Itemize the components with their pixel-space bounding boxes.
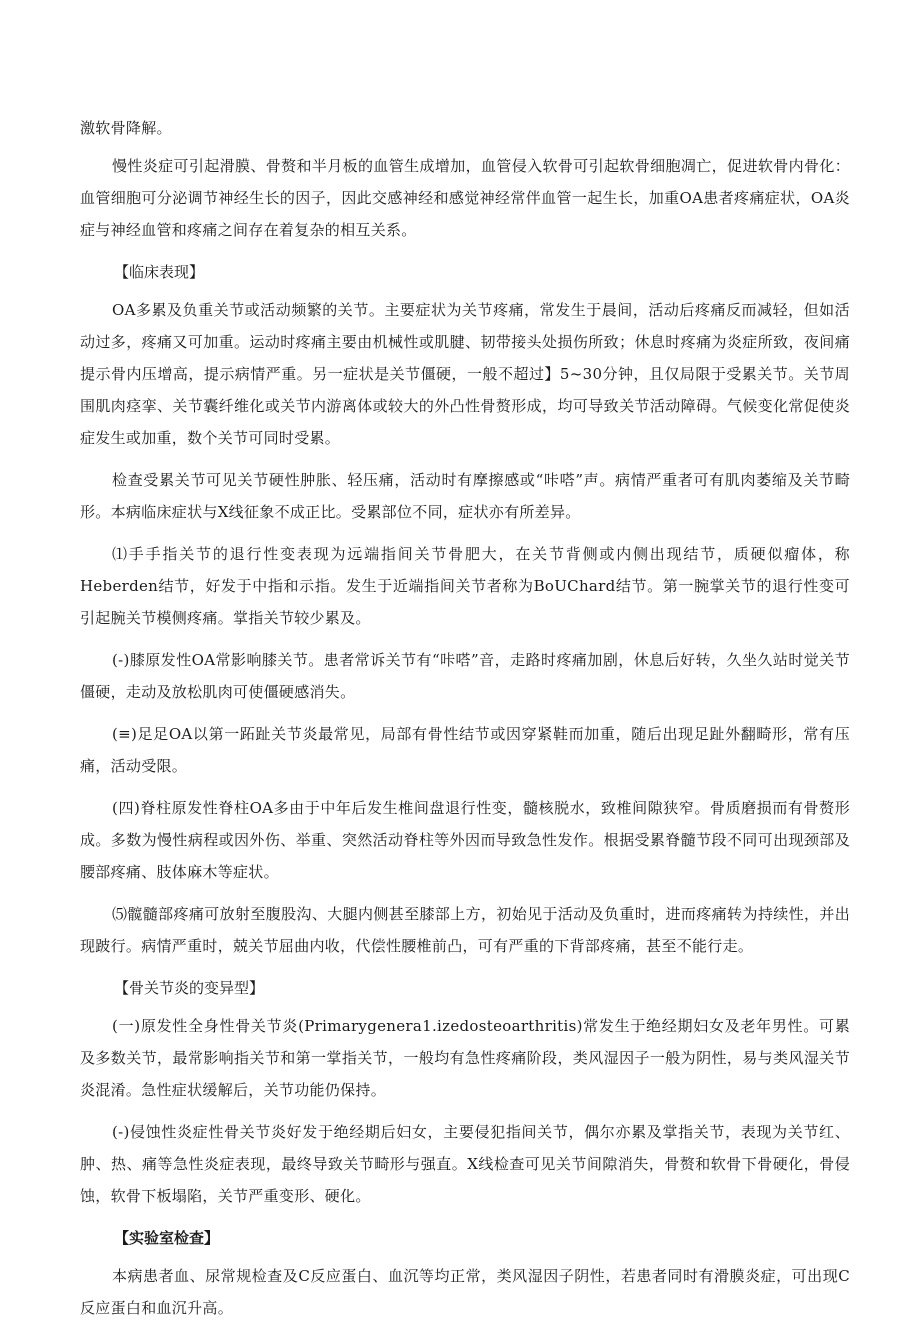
paragraph-foot: (≡)足足OA以第一跖趾关节炎最常见，局部有骨性结节或因穿紧鞋而加重，随后出现足趾外翻畸形，常有压痛，活动受限。 bbox=[80, 725, 850, 775]
paragraph-examination: 检查受累关节可见关节硬性肿胀、轻压痛，活动时有摩擦感或“咔嗒”声。病情严重者可有肌肉萎缩及关节畸形。本病临床症状与X线征象不成正比。受累部位不同，症状亦有所差异。 bbox=[80, 471, 850, 521]
paragraph-hip: ⑸髋髓部疼痛可放射至腹股沟、大腿内侧甚至膝部上方，初始见于活动及负重时，进而疼痛转为持续性，并出现跛行。病情严重时，兢关节屈曲内收，代偿性腰椎前凸，可有严重的下背部疼痛，甚至不能行走。 bbox=[80, 905, 850, 955]
paragraph-lab-results: 本病患者血、尿常规检查及C反应蛋白、血沉等均正常，类风湿因子阴性，若患者同时有滑膜炎症，可出现C反应蛋白和血沉升高。 bbox=[80, 1267, 850, 1317]
section-heading-variants: 【骨关节炎的变异型】 bbox=[114, 979, 265, 997]
paragraph-generalized-oa: (一)原发性全身性骨关节炎(Primarygenera1.izedosteoarthritis)常发生于绝经期妇女及老年男性。可累及多数关节，最常影响指关节和第一掌指关节，一般均有急性疼痛阶段，类风湿因子一般为阴性，易与类风湿关节炎混淆。急性症状缓解后，关节功能仍保持。 bbox=[80, 1017, 850, 1099]
paragraph-knee: (-)膝原发性OA常影响膝关节。患者常诉关节有“咔嗒”音，走路时疼痛加剧，休息后好转，久坐久站时觉关节僵硬，走动及放松肌肉可使僵硬感消失。 bbox=[80, 651, 850, 701]
paragraph-erosive-oa: (-)侵蚀性炎症性骨关节炎好发于绝经期后妇女，主要侵犯指间关节，偶尔亦累及掌指关节，表现为关节红、肿、热、痛等急性炎症表现，最终导致关节畸形与强直。X线检查可见关节间隙消失，骨赘和软骨下骨硬化，骨侵蚀，软骨下板塌陷，关节严重变形、硬化。 bbox=[80, 1123, 850, 1205]
paragraph-chronic-inflammation: 慢性炎症可引起滑膜、骨赘和半月板的血管生成增加，血管侵入软骨可引起软骨细胞凋亡，促进软骨内骨化：血管细胞可分泌调节神经生长的因子，因此交感神经和感觉神经常伴血管一起生长，加重OA患者疼痛症状，OA炎症与神经血管和疼痛之间存在着复杂的相互关系。 bbox=[80, 157, 850, 239]
paragraph-main-symptoms: OA多累及负重关节或活动频繁的关节。主要症状为关节疼痛，常发生于晨间，活动后疼痛反而减轻，但如活动过多，疼痛又可加重。运动时疼痛主要由机械性或肌腱、韧带接头处损伤所致；休息时疼痛为炎症所致，夜间痛提示骨内压增高，提示病情严重。另一症状是关节僵硬，一般不超过】5~30分钟，且仅局限于受累关节。关节周围肌肉痉挛、关节囊纤维化或关节内游离体或较大的外凸性骨赘形成，均可导致关节活动障碍。气候变化常促使炎症发生或加重，数个关节可同时受累。 bbox=[80, 301, 850, 447]
paragraph-cartilage-degradation: 激软骨降解。 bbox=[80, 119, 172, 137]
paragraph-spine: (四)脊柱原发性脊柱OA多由于中年后发生椎间盘退行性变，髓核脱水，致椎间隙狭窄。骨质磨损而有骨赘形成。多数为慢性病程或因外伤、举重、突然活动脊柱等外因而导致急性发作。根据受累脊髓节段不同可出现颈部及腰部疼痛、肢体麻木等症状。 bbox=[80, 799, 850, 881]
document-body bbox=[80, 112, 850, 1334]
section-heading-clinical: 【临床表现】 bbox=[114, 263, 205, 281]
section-heading-lab: 【实验室检查】 bbox=[114, 1229, 220, 1247]
paragraph-hand: ⑴手手指关节的退行性变表现为远端指间关节骨肥大，在关节背侧或内侧出现结节，质硬似瘤体，称Heberden结节，好发于中指和示指。发生于近端指间关节者称为BoUChard结节。第一腕掌关节的退行性变可引起腕关节模侧疼痛。掌指关节较少累及。 bbox=[80, 545, 850, 627]
